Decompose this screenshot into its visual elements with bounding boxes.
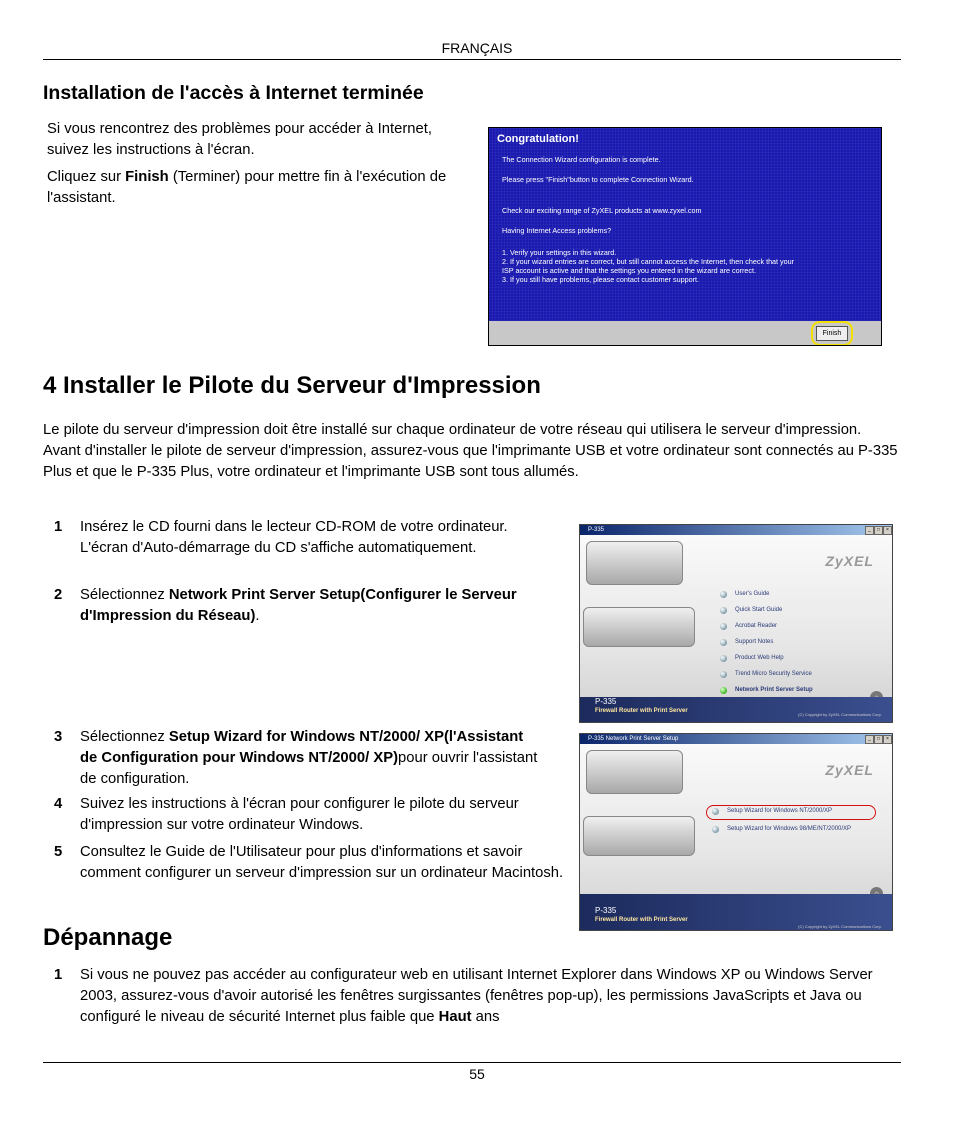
- wizard-line: 1. Verify your settings in this wizard.: [502, 248, 617, 257]
- window-titlebar: [580, 525, 892, 535]
- menu-item-network-print-server-setup[interactable]: Network Print Server Setup: [735, 687, 813, 693]
- step-3: [54, 727, 554, 790]
- menu-item-setup-wizard-98-me[interactable]: Setup Wizard for Windows 98/ME/NT/2000/XP: [727, 826, 852, 832]
- copyright-text: (C) Copyright by ZyXEL Communications Corp.: [798, 924, 882, 929]
- wizard-line: The Connection Wizard configuration is complete.: [502, 155, 661, 164]
- wizard-line: Check our exciting range of ZyXEL products at www.zyxel.com: [502, 206, 702, 215]
- step-text: Consultez le Guide de l'Utilisateur pour plus d'informations et savoir comment configurer un serveur d'impression sur un ordinateur Macintosh.: [80, 844, 564, 881]
- wizard-line: Having Internet Access problems?: [502, 226, 612, 235]
- nps-menu-body: [580, 744, 892, 930]
- finish-button[interactable]: Finish: [816, 326, 848, 341]
- step-number: 3: [54, 729, 63, 745]
- step-number: 4: [54, 796, 63, 812]
- print-server-device-image: [583, 816, 695, 856]
- menu-bullet-icon: [720, 607, 727, 614]
- zyxel-logo: ZyXEL: [825, 553, 874, 569]
- wizard-line: Please press "Finish"button to complete Connection Wizard.: [502, 175, 694, 184]
- step-text-post: ans: [471, 1008, 500, 1025]
- window-titlebar: [580, 734, 892, 744]
- router-device-image: [586, 750, 683, 794]
- window-title: P-335 Network Print Server Setup: [588, 736, 679, 742]
- troubleshoot-step-1: [54, 965, 904, 1028]
- step-number: 1: [54, 967, 63, 983]
- wizard-line: ISP account is active and that the settings you entered in the wizard are correct.: [502, 266, 756, 275]
- step-text-pre: Sélectionnez: [80, 587, 169, 603]
- wizard-line: 2. If your wizard entries are correct, but still cannot access the Internet, then check that your: [502, 257, 795, 266]
- maximize-icon[interactable]: □: [874, 735, 883, 744]
- close-icon[interactable]: ×: [883, 526, 892, 535]
- step-2: [54, 585, 554, 627]
- menu-item-product-web-help[interactable]: Product Web Help: [735, 655, 784, 661]
- step-text: [80, 727, 540, 789]
- footer-rule: [43, 1062, 901, 1063]
- router-device-image: [586, 541, 683, 585]
- menu-bullet-icon: [712, 808, 719, 815]
- minimize-icon[interactable]: _: [865, 735, 874, 744]
- menu-item-acrobat-reader[interactable]: Acrobat Reader: [735, 623, 778, 629]
- wizard-line: 3. If you still have problems, please contact customer support.: [502, 275, 699, 284]
- zyxel-logo: ZyXEL: [825, 762, 874, 778]
- product-tagline: Firewall Router with Print Server: [595, 917, 688, 923]
- menu-bullet-icon: [720, 591, 727, 598]
- menu-bullet-active-icon: [720, 687, 727, 694]
- menu-bullet-icon: [720, 639, 727, 646]
- menu-bullet-icon: [712, 826, 719, 833]
- model-name: P-335: [595, 906, 617, 915]
- section-title-print-driver: 4 Installer le Pilote du Serveur d'Impression: [43, 372, 541, 399]
- section1-para2: [47, 167, 447, 209]
- menu-item-support-notes[interactable]: Support Notes: [735, 639, 774, 645]
- section-title-troubleshooting: Dépannage: [43, 924, 173, 951]
- step-number: 5: [54, 844, 63, 860]
- maximize-icon[interactable]: □: [874, 526, 883, 535]
- menu-bullet-icon: [720, 671, 727, 678]
- step-text-pre: Sélectionnez: [80, 729, 169, 745]
- para2-text-pre: Cliquez sur: [47, 169, 126, 185]
- step-text: Insérez le CD fourni dans le lecteur CD-ROM de votre ordinateur. L'écran d'Auto-démarrage du CD s'affiche automatiquement.: [80, 519, 508, 556]
- print-server-device-image: [583, 607, 695, 647]
- section1-para1: Si vous rencontrez des problèmes pour accéder à Internet, suivez les instructions à l'écran.: [47, 121, 432, 158]
- wizard-title: Congratulation!: [497, 133, 579, 145]
- cd-autorun-screenshot: [579, 524, 893, 723]
- step-1: [54, 517, 554, 580]
- menu-bullet-icon: [720, 655, 727, 662]
- connection-wizard-screenshot: [488, 127, 882, 346]
- step-text-bold: Network Print Server Setup(Configurer le Serveur d'Impression du Réseau): [80, 587, 517, 624]
- menu-bullet-icon: [720, 623, 727, 630]
- page-header-language: FRANÇAIS: [441, 40, 513, 56]
- menu-item-trend-micro[interactable]: Trend Micro Security Service: [735, 671, 812, 677]
- product-band: [580, 894, 892, 930]
- menu-item-setup-wizard-nt-2000-xp[interactable]: Setup Wizard for Windows NT/2000/XP: [727, 808, 833, 814]
- step-text: [80, 585, 525, 627]
- step-text-post: pour ouvrir l'assistant de configuration.: [80, 749, 538, 787]
- para2-text-bold: Finish: [125, 169, 169, 185]
- step-text-bold: Setup Wizard for Windows NT/2000/ XP(l'Assistant de Configuration pour Windows NT/2000/ XP): [80, 729, 524, 766]
- para2-text-post: (Terminer) pour mettre fin à l'exécution de l'assistant.: [47, 169, 447, 206]
- step-text-post: .: [255, 607, 260, 624]
- print-server-setup-screenshot: [579, 733, 893, 931]
- step-text-bold: Haut: [438, 1008, 472, 1025]
- step-number: 2: [54, 587, 63, 603]
- cd-menu-body: [580, 535, 892, 722]
- step-4: [54, 794, 554, 836]
- menu-item-quick-start-guide[interactable]: Quick Start Guide: [735, 607, 783, 613]
- copyright-text: (C) Copyright by ZyXEL Communications Corp.: [798, 712, 882, 717]
- close-icon[interactable]: ×: [883, 735, 892, 744]
- model-name: P-335: [595, 697, 617, 706]
- step-number: 1: [54, 519, 63, 535]
- window-title: P-335: [588, 527, 605, 533]
- product-tagline: Firewall Router with Print Server: [595, 708, 688, 714]
- step-text-pre: Si vous ne pouvez pas accéder au configurateur web en utilisant Internet Explorer dans Windows XP ou Windows Server 2003, assurez-vous d'avoir autorisé les fenêtres surgissantes (fenêtres pop-up), les permissions JavaScripts et Java ou configuré le niveau de sécurité Internet plus faible que: [80, 967, 873, 1025]
- finish-highlight-ring: [811, 321, 853, 346]
- menu-item-users-guide[interactable]: User's Guide: [735, 591, 770, 597]
- step-text: Suivez les instructions à l'écran pour configurer le pilote du serveur d'impression sur votre ordinateur Windows.: [80, 796, 519, 833]
- section2-intro: Le pilote du serveur d'impression doit être installé sur chaque ordinateur de votre réseau qui utilisera le serveur d'impression. Avant d'installer le pilote de serveur d'impression, assurez-vous que l'imprimante USB et votre ordinateur sont connectés au P-335 Plus et que le P-335 Plus, votre ordinateur et l'imprimante USB sont tous allumés.: [43, 422, 898, 480]
- page-number: 55: [469, 1066, 485, 1082]
- section-title-internet-complete: Installation de l'accès à Internet terminée: [43, 82, 424, 104]
- step-5: [54, 842, 564, 905]
- step-text: [80, 965, 902, 1027]
- minimize-icon[interactable]: _: [865, 526, 874, 535]
- header-rule: [43, 59, 901, 60]
- product-band: [580, 697, 892, 722]
